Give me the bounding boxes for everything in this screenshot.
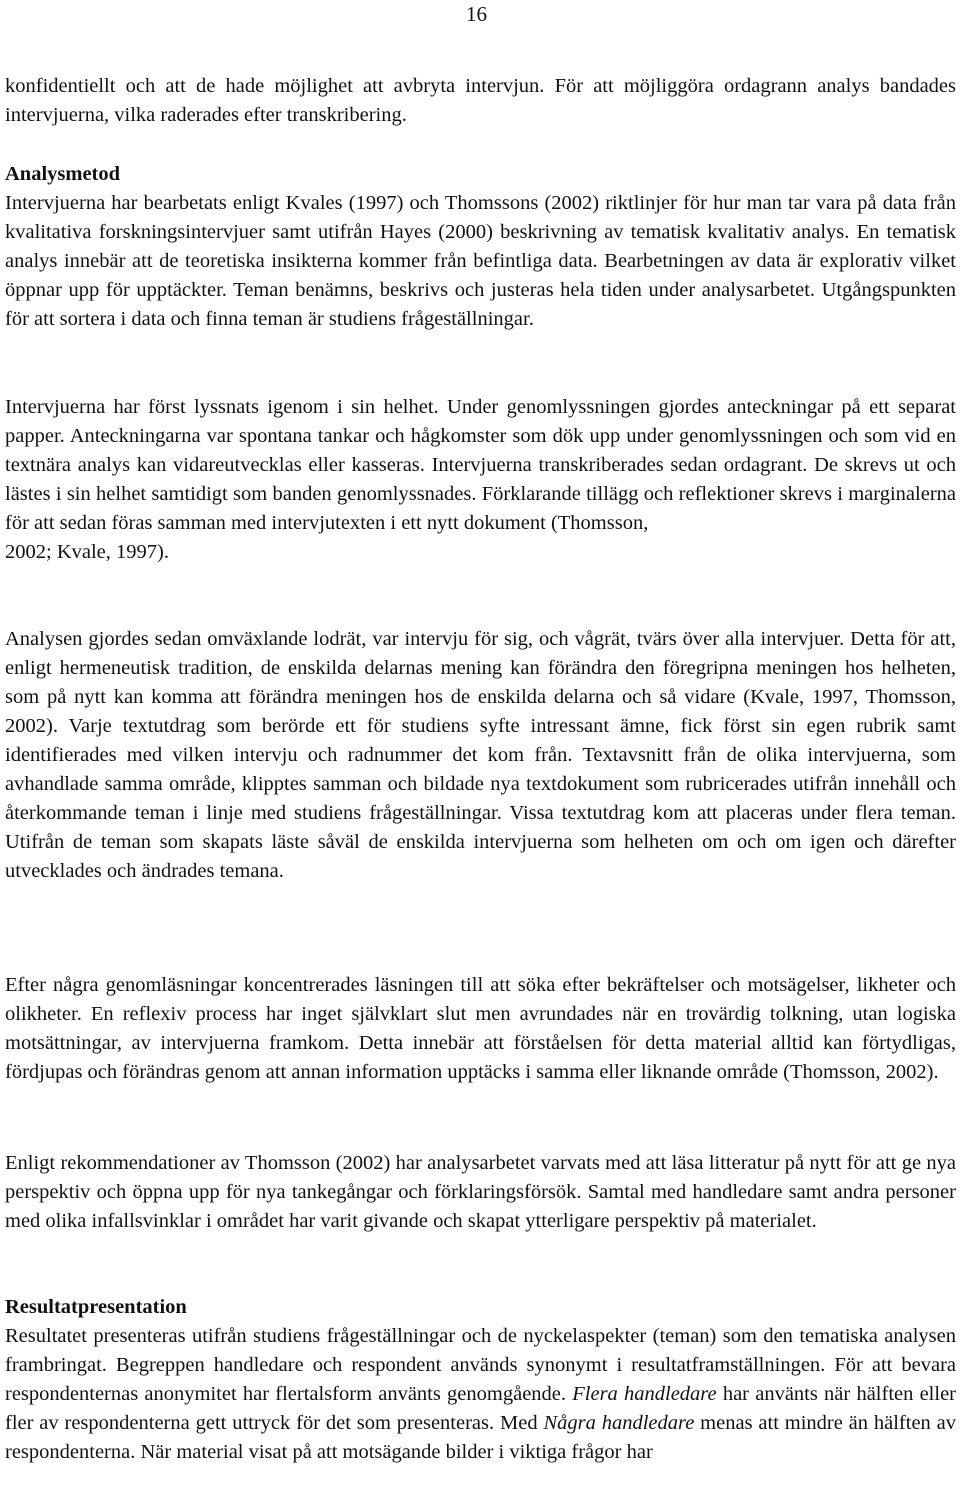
resultat-text-3: menas att mindre än hälften av respondenterna. När material visat på att motsägande bilder i viktiga frågor har [5, 1412, 956, 1463]
paragraph-rekommendationer: Enligt rekommendationer av Thomsson (2002) har analysarbetet varvats med att läsa litteratur på nytt för att ge nya perspektiv och öppna upp för nya tankegångar och förklaringsförsök. Samtal med handledare samt andra personer med olika infallsvinklar i området har varit givande och skapat ytterligare perspektiv på materialet. [5, 1152, 956, 1232]
term-nagra-handledare: Några handledare [543, 1412, 695, 1434]
paragraph-analysmetod: Intervjuerna har bearbetats enligt Kvales (1997) och Thomssons (2002) riktlinjer för hur man tar vara på data från kvalitativa forskningsintervjuer samt utifrån Hayes (2000) beskrivning av tematisk kvalitativ analys. En tematisk analys innebär att de teoretiska insikterna kommer från befintliga data. Bearbetningen av data är explorativ vilket öppnar upp för upptäckter. Teman benämns, beskrivs och justeras hela tiden under analysarbetet. Utgångspunkten för att sortera i data och finna teman är studiens frågeställningar. [5, 192, 956, 330]
term-flera-handledare: Flera handledare [572, 1383, 717, 1405]
paragraph-intro: konfidentiellt och att de hade möjlighet att avbryta intervjun. För att möjliggöra ordagrann analys bandades intervjuerna, vilka raderades efter transkribering. [5, 75, 956, 126]
heading-analysmetod: Analysmetod [5, 163, 121, 185]
paragraph-analys: Analysen gjordes sedan omväxlande lodrät, var intervju för sig, och vågrät, tvärs över alla intervjuer. Detta för att, enligt hermeneutisk tradition, de enskilda delarnas mening kan förändra den föregripna meningen hos helheten, som på nytt kan komma att förändra meningen hos de enskilda delarna och så vidare (Kvale, 1997, Thomsson, 2002). Varje textutdrag som berörde ett för studiens syfte intressant ämne, fick först sin egen rubrik samt identifierades med vilken intervju och radnummer det kom från. Textavsnitt från de olika intervjuerna, som avhandlade samma område, klipptes samman och bildade nya textdokument som rubricerades utifrån innehåll och återkommande teman i linje med studiens frågeställningar. Vissa textutdrag kom att placeras under flera teman. Utifrån de teman som skapats läste såväl de enskilda intervjuerna som helheten om och om igen och därefter utvecklades och ändrades temana. [5, 628, 956, 882]
section-analysmetod [5, 160, 956, 334]
heading-resultatpresentation: Resultatpresentation [5, 1296, 187, 1318]
paragraph-genomlasningar: Efter några genomläsningar koncentrerades läsningen till att söka efter bekräftelser och motsägelser, likheter och olikheter. En reflexiv process har inget självklart slut men avrundades när en trovärdig tolkning, utan logiska motsättningar, av intervjuerna framkom. Detta innebär att förståelsen för detta material alltid kan förtydligas, fördjupas och förändras genom att annan information upptäcks i samma eller liknande område (Thomsson, 2002). [5, 974, 956, 1083]
resultat-text-2: har använts när hälften eller fler av respondenterna gett uttryck för det som presenteras. Med [5, 1383, 956, 1434]
resultat-text-1: Resultatet presenteras utifrån studiens frågeställningar och de nyckelaspekter (teman) som den tematiska analysen frambringat. Begreppen handledare och respondent används synonymt i resultatframställningen. För att bevara respondenternas anonymitet har flertalsform använts genomgående. [5, 1325, 956, 1405]
page-number: 16 [466, 2, 487, 26]
paragraph-resultat [5, 1325, 956, 1463]
paragraph-genomlyssning-last-line: 2002; Kvale, 1997). [5, 541, 169, 563]
paragraph-genomlyssning [5, 393, 956, 567]
section-resultatpresentation [5, 1293, 956, 1467]
paragraph-genomlyssning-text: Intervjuerna har först lyssnats igenom i sin helhet. Under genomlyssningen gjordes anteckningar på ett separat papper. Anteckningarna var spontana tankar och hågkomster som dök upp under genomlyssningen och som vid en textnära analys kan vidareutvecklas eller kasseras. Intervjuerna transkriberades sedan ordagrant. De skrevs ut och lästes i sin helhet samtidigt som banden genomlyssnades. Förklarande tillägg och reflektioner skrevs i marginalerna för att sedan föras samman med intervjutexten i ett nytt dokument (Thomsson, [5, 396, 956, 534]
